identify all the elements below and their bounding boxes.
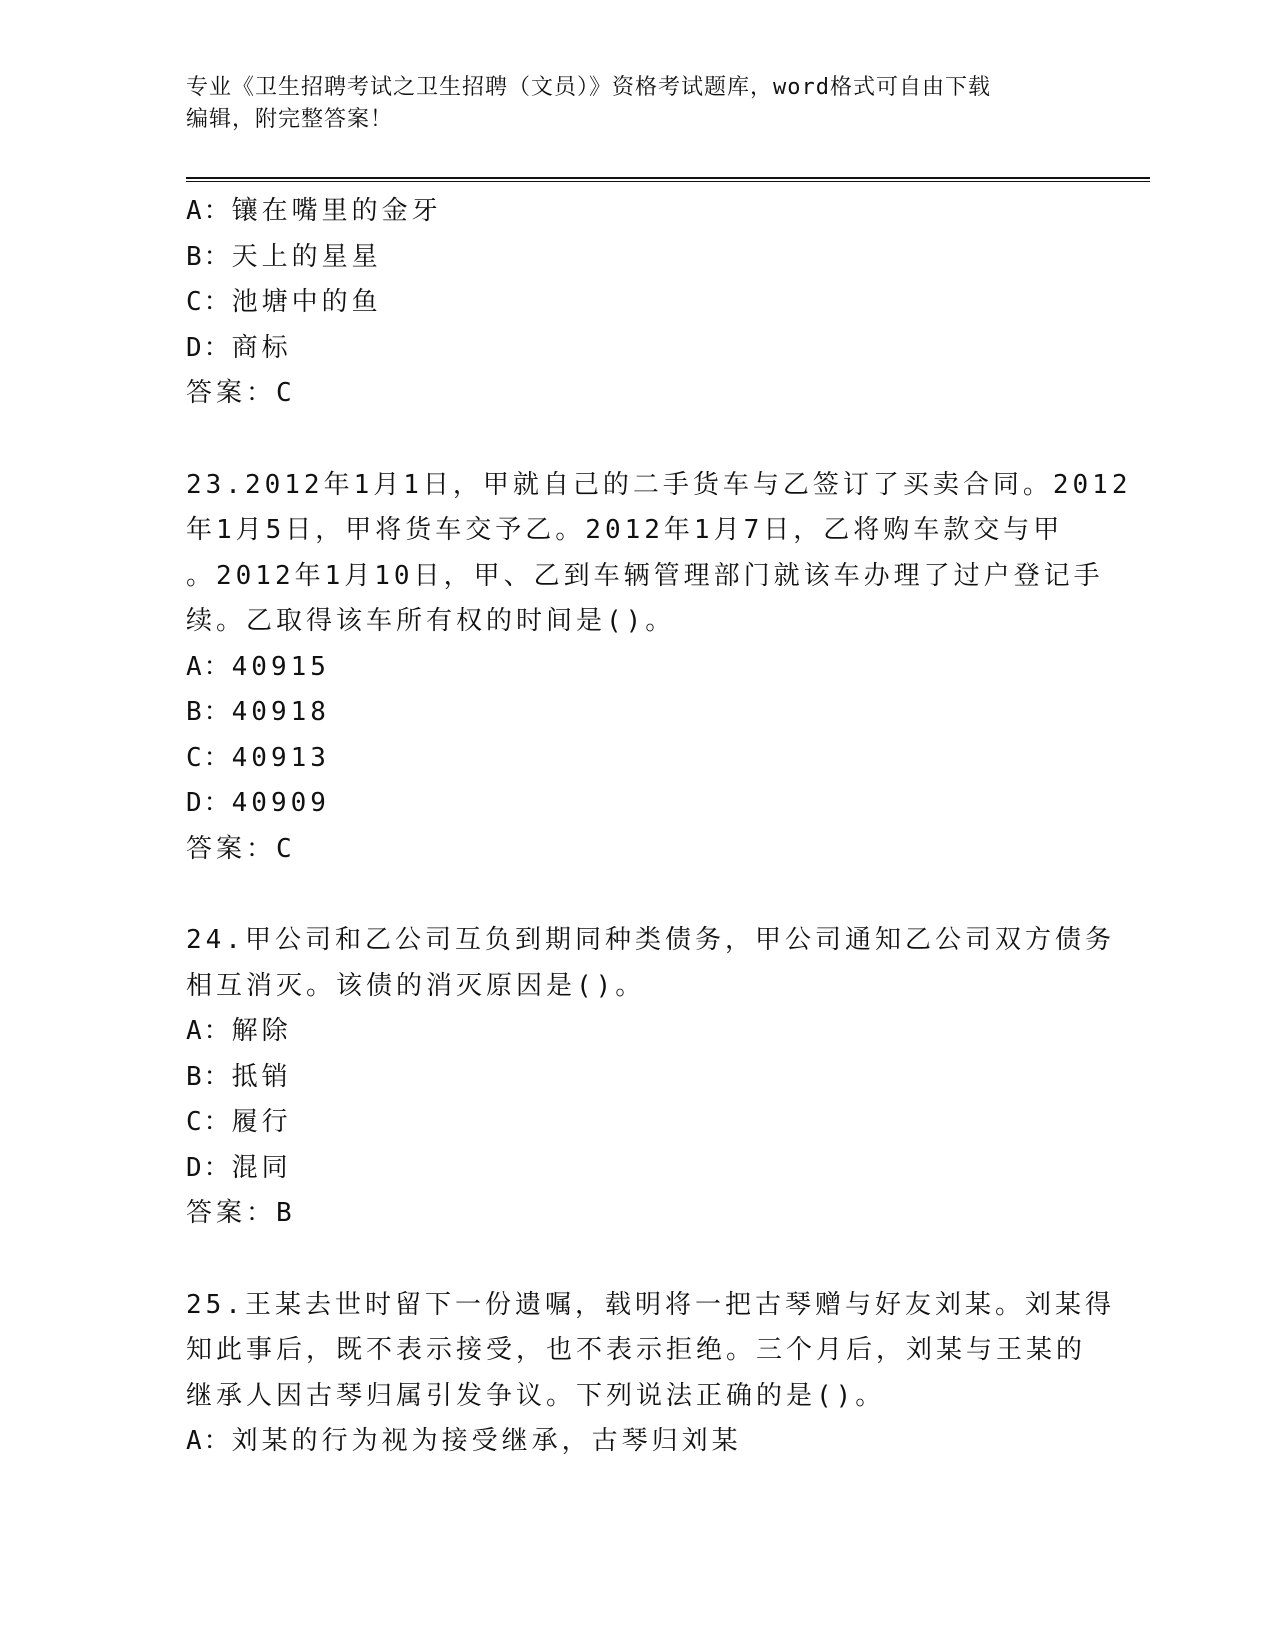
- option-label: D：: [186, 788, 232, 818]
- option-b: [186, 690, 1086, 736]
- question-23: [186, 463, 1132, 873]
- option-label: C：: [186, 287, 232, 317]
- option-a: [186, 645, 1086, 691]
- option-d: [186, 1146, 1086, 1192]
- option-text: 镶在嘴里的金牙: [231, 196, 442, 226]
- answer-line: 答案：C: [186, 833, 296, 864]
- option-text: 解除: [231, 1016, 292, 1046]
- option-text: 40909: [231, 788, 330, 818]
- question-stem-line: 25.王某去世时留下一份遗嘱，载明将一把古琴赠与好友刘某。刘某得: [186, 1289, 1115, 1320]
- option-label: C：: [186, 1107, 232, 1137]
- question-22: [186, 189, 1086, 417]
- question-24: [186, 918, 1115, 1237]
- option-b: [186, 1055, 1086, 1101]
- question-stem-line: 继承人因古琴归属引发争议。下列说法正确的是()。: [186, 1380, 886, 1411]
- option-label: A：: [186, 1426, 232, 1456]
- answer-line: 答案：B: [186, 1198, 296, 1228]
- question-list: [186, 189, 1132, 1465]
- option-text: 40915: [231, 651, 330, 682]
- answer-line: 答案：C: [186, 378, 296, 408]
- option-text: 商标: [231, 332, 292, 363]
- option-label: A：: [186, 196, 232, 226]
- option-text: 40918: [231, 697, 330, 727]
- option-c: [186, 736, 1086, 782]
- question-stem-line: 知此事后，既不表示接受，也不表示拒绝。三个月后，刘某与王某的: [186, 1335, 1087, 1365]
- option-b: [186, 235, 1086, 281]
- question-stem-line: 年1月5日，甲将货车交予乙。2012年1月7日，乙将购车款交与甲: [186, 515, 1064, 545]
- header-line-1: 专业《卫生招聘考试之卫生招聘（文员）》资格考试题库，word格式可自由下载: [186, 75, 991, 100]
- option-text: 池塘中的鱼: [231, 287, 382, 317]
- question-stem-line: 相互消灭。该债的消灭原因是()。: [186, 970, 646, 1001]
- option-text: 40913: [231, 742, 330, 773]
- option-label: B：: [186, 241, 232, 272]
- option-c: [186, 280, 1086, 326]
- option-label: A：: [186, 651, 232, 682]
- question-stem-line: 23.2012年1月1日，甲就自己的二手货车与乙签订了买卖合同。2012: [186, 469, 1132, 500]
- option-label: B：: [186, 1061, 232, 1092]
- option-text: 刘某的行为视为接受继承，古琴归刘某: [231, 1426, 742, 1456]
- option-d: [186, 781, 1086, 827]
- spacer: [186, 417, 1086, 463]
- spacer: [186, 872, 1086, 918]
- option-text: 履行: [231, 1107, 292, 1137]
- option-a: [186, 1419, 1086, 1465]
- header-line-2: 编辑，附完整答案！: [186, 107, 394, 132]
- option-c: [186, 1100, 1086, 1146]
- option-text: 天上的星星: [231, 241, 382, 272]
- question-stem-line: 24.甲公司和乙公司互负到期同种类债务，甲公司通知乙公司双方债务: [186, 925, 1115, 955]
- document-header: [186, 72, 1086, 136]
- question-stem-line: 续。乙取得该车所有权的时间是()。: [186, 606, 676, 636]
- option-label: C：: [186, 742, 232, 773]
- option-text: 混同: [231, 1152, 292, 1183]
- header-divider: [186, 177, 1150, 182]
- option-label: B：: [186, 697, 232, 727]
- option-d: [186, 326, 1086, 372]
- option-label: D：: [186, 332, 232, 363]
- option-a: [186, 189, 1086, 235]
- option-a: [186, 1009, 1086, 1055]
- option-label: A：: [186, 1016, 232, 1046]
- option-text: 抵销: [231, 1061, 292, 1092]
- question-25: [186, 1283, 1115, 1465]
- question-stem-line: 。2012年1月10日，甲、乙到车辆管理部门就该车办理了过户登记手: [186, 560, 1104, 591]
- option-label: D：: [186, 1152, 232, 1183]
- spacer: [186, 1237, 1086, 1283]
